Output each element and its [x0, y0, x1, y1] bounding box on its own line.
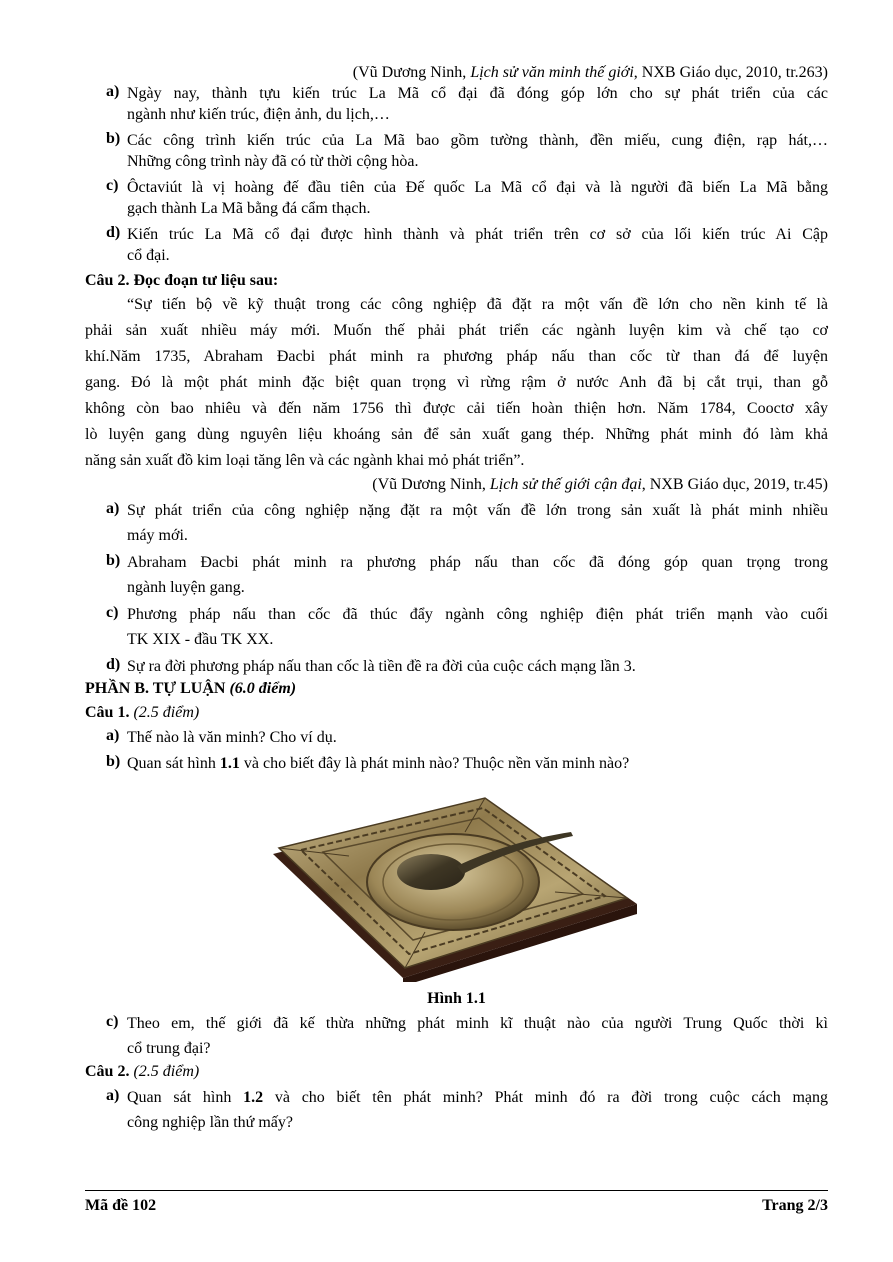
figure-1-1	[85, 786, 828, 982]
q1-option-a: a) Ngày nay, thành tựu kiến trúc La Mã cổ đại đã đóng góp lớn cho sự phát triển của các ngành như kiến trúc, điện ảnh, du lịch,…	[106, 83, 828, 123]
q2-option-b: b) Abraham Đacbi phát minh ra phương pháp nấu than cốc đã đóng góp quan trọng trong ngành luyện gang.	[106, 552, 828, 596]
q2-source-title: Lịch sử thế giới cận đại	[489, 476, 642, 493]
part-b-q2-a: a) Quan sát hình 1.2 và cho biết tên phát minh? Phát minh đó ra đời trong cuộc cách mạng công nghiệp lần thứ mấy?	[106, 1087, 829, 1131]
q1-source-citation: (Vũ Dương Ninh, Lịch sử văn minh thế giới, NXB Giáo dục, 2010, tr.263)	[352, 64, 828, 81]
south-pointing-spoon-compass-image	[265, 786, 640, 982]
page-number: Trang 2/3	[762, 1197, 828, 1214]
part-b-q1-c: c) Theo em, thế giới đã kế thừa những phát minh kĩ thuật nào của người Trung Quốc thời kì cổ trung đại?	[106, 1013, 828, 1057]
q1-option-c: c) Ôctaviút là vị hoàng đế đầu tiên của Đế quốc La Mã cổ đại và là người đã biến La Mã bằng gạch thành La Mã bằng đá cẩm thạch.	[106, 177, 828, 217]
exam-page	[85, 62, 828, 1133]
q1-source-title: Lịch sử văn minh thế giới	[470, 64, 634, 81]
figure-1-1-caption: Hình 1.1	[427, 990, 486, 1007]
q2-option-c: c) Phương pháp nấu than cốc đã thúc đẩy ngành công nghiệp điện phát triển mạnh vào cuối TK XIX - đầu TK XX.	[106, 604, 828, 648]
q1-option-d: d) Kiến trúc La Mã cổ đại được hình thành và phát triển trên cơ sở của lối kiến trúc Ai Cập cổ đại.	[106, 224, 828, 264]
part-b-q1-a: a) Thế nào là văn minh? Cho ví dụ.	[106, 727, 337, 746]
part-b-q2-heading: Câu 2. (2.5 điểm)	[85, 1063, 200, 1080]
q2-option-a: a) Sự phát triển của công nghiệp nặng đặt ra một vấn đề lớn trong sản xuất là phát minh nhiều máy mới.	[106, 500, 828, 544]
part-b-q1-b: b) Quan sát hình 1.1 và cho biết đây là phát minh nào? Thuộc nền văn minh nào?	[106, 753, 630, 772]
q2-option-d: d) Sự ra đời phương pháp nấu than cốc là tiền đề ra đời của cuộc cách mạng lần 3.	[106, 656, 636, 675]
q2-heading: Câu 2. Đọc đoạn tư liệu sau:	[85, 272, 279, 289]
exam-code: Mã đề 102	[85, 1197, 157, 1214]
q2-source-citation: (Vũ Dương Ninh, Lịch sử thế giới cận đại, NXB Giáo dục, 2019, tr.45)	[372, 476, 828, 493]
q2-passage: “Sự tiến bộ về kỹ thuật trong các công nghiệp đã đặt ra một vấn đề lớn cho nền kinh tế là phải sản xuất nhiều máy mới. Muốn thế phải phát triển các ngành luyện kim và chế tạo cơ khí.Năm 1735, Abraham Đacbi phát minh ra phương pháp nấu than cốc từ than đá để luyện gang. Đó là một phát minh đặc biệt quan trọng vì rừng rậm ở nước Anh đã bị cắt trụi, than gỗ không còn bao nhiêu và đến năm 1756 thì được cải tiến hoàn thiện hơn. Năm 1784, Cooctơ xây lò luyện gang dùng nguyên liệu khoáng sản để sản xuất gang thép. Những phát minh đó làm khả năng sản xuất đồ kim loại tăng lên và các ngành khai mỏ phát triển”.	[85, 296, 828, 469]
q1-option-b: b) Các công trình kiến trúc của La Mã bao gồm tường thành, đền miếu, cung điện, rạp hát,… Những công trình này đã có từ thời cộng hòa.	[106, 130, 828, 170]
page-footer	[85, 1190, 828, 1217]
part-b-heading: PHẦN B. TỰ LUẬN (6.0 điểm)	[85, 680, 297, 697]
part-b-q1-heading: Câu 1. (2.5 điểm)	[85, 704, 200, 721]
